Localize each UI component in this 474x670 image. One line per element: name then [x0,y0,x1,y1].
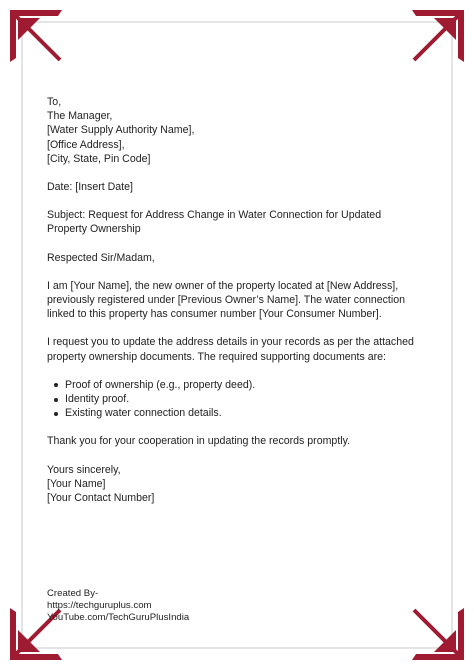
subject-line-1: Subject: Request for Address Change in Water Connection for Updated [47,209,382,222]
salutation [47,251,432,265]
paragraph1-line-1: I am [Your Name], the new owner of the property located at [New Address], [47,279,399,292]
recipient-office: [Office Address], [47,138,125,151]
corner-ornament-bottom-right [412,608,464,660]
date-text: Date: [Insert Date] [47,181,133,194]
recipient-to: To, [47,96,62,108]
closing-signature [47,463,432,506]
list-item: Identity proof. [65,392,432,406]
sender-name: [Your Name] [47,477,106,490]
recipient-authority: [Water Supply Authority Name], [47,124,195,137]
paragraph2-line-2: property ownership documents. The required supporting documents are: [47,350,386,363]
documents-list [47,378,432,421]
corner-ornament-top-right [412,10,464,62]
salutation-text: Respected Sir/Madam, [47,251,155,264]
thanks-text: Thank you for your cooperation in updating the records promptly. [47,435,351,448]
footer-website-link[interactable]: https://techguruplus.com [47,600,152,612]
thanks-paragraph [47,434,432,448]
paragraph-request [47,335,432,363]
paragraph-introduction [47,279,432,322]
recipient-title: The Manager, [47,110,113,123]
subject-line [47,208,432,236]
footer-credits [47,588,189,625]
sender-contact: [Your Contact Number] [47,492,155,505]
paragraph2-line-1: I request you to update the address details in your records as per the attached [47,336,414,349]
date-line [47,180,432,194]
paragraph1-line-3: linked to this property has consumer number [Your Consumer Number]. [47,308,382,321]
footer-youtube-link[interactable]: YouTube.com/TechGuruPlusIndia [47,612,190,624]
sign-off: Yours sincerely, [47,463,121,476]
list-item: Proof of ownership (e.g., property deed). [65,378,432,392]
footer-created-by: Created By- [47,588,99,599]
paragraph1-line-2: previously registered under [Previous Owner’s Name]. The water connection [47,294,406,307]
recipient-address [47,95,432,166]
subject-line-2: Property Ownership [47,223,141,236]
recipient-city: [City, State, Pin Code] [47,152,151,165]
letter-body [47,95,432,519]
list-item: Existing water connection details. [65,406,432,420]
corner-ornament-top-left [10,10,62,62]
